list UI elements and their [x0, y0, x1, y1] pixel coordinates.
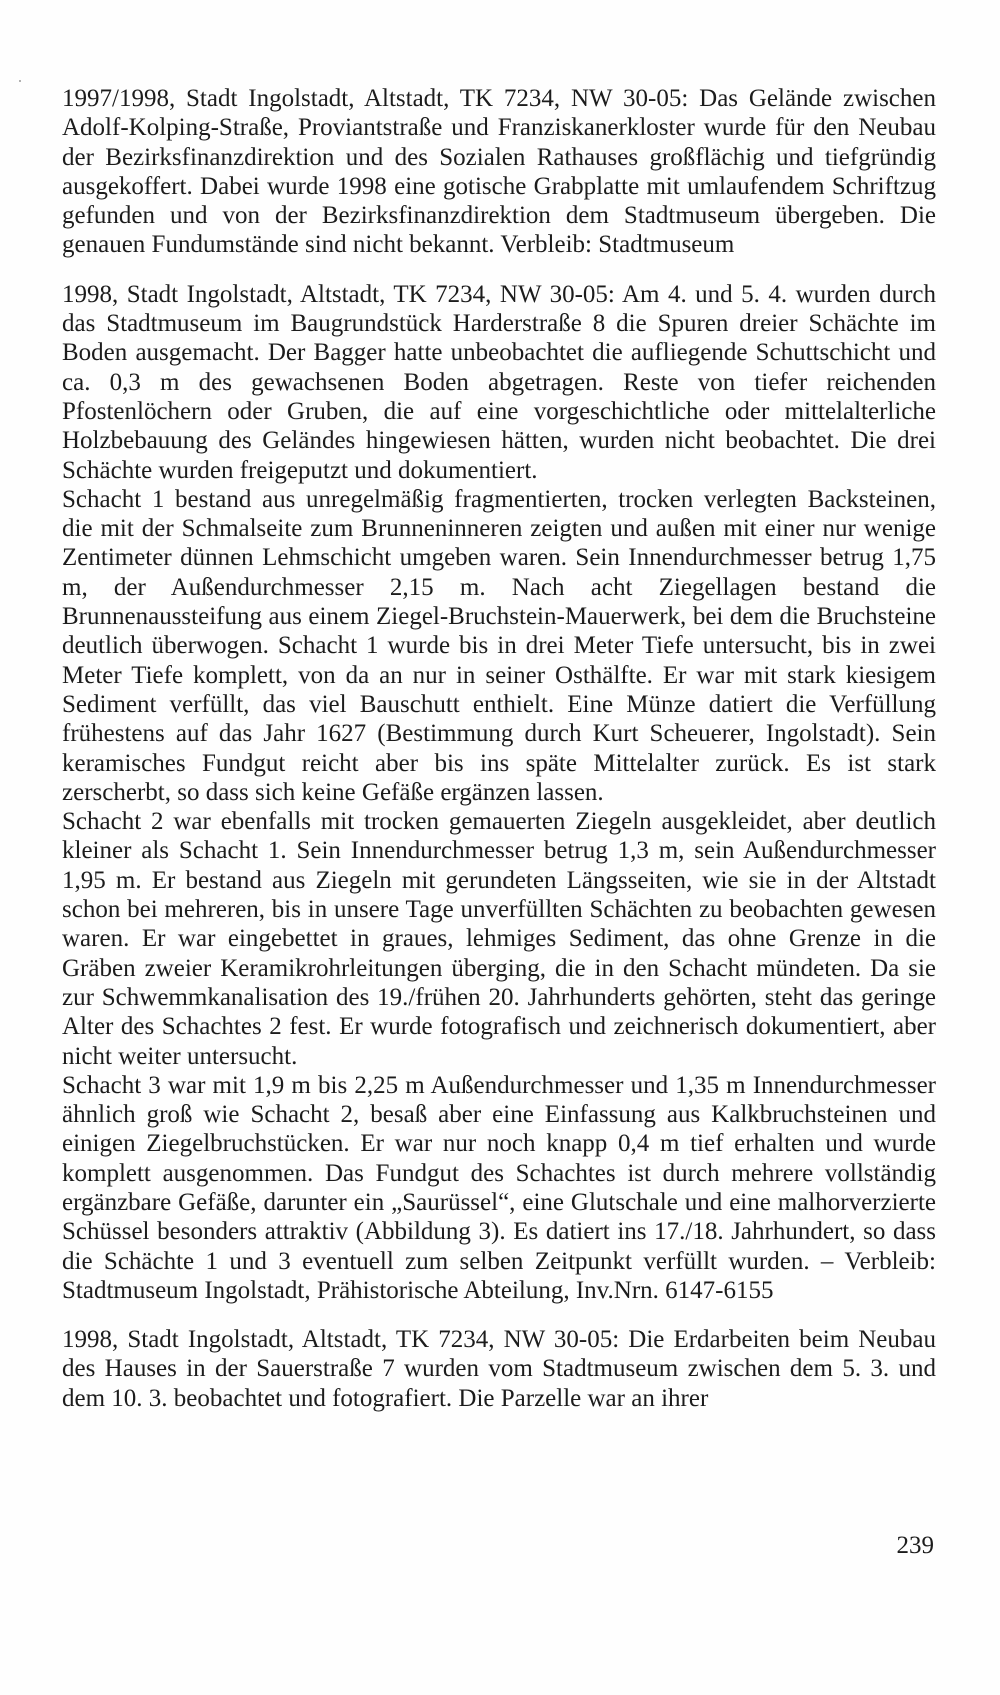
paragraph-harderstrasse: 1998, Stadt Ingolstadt, Altstadt, TK 7234, NW 30-05: Am 4. und 5. 4. wurden durch das Stadtmuseum im Baugrundstück Harderstraße 8 die Spuren dreier Schächte im Boden ausgemacht. Der Bagger hatte unbeobachtet die aufliegende Schuttschicht und ca. 0,3 m des gewachsenen Boden abgetragen. Reste von tiefer reichenden Pfostenlöchern oder Gruben, die auf eine vorgeschichtliche oder mittelalterliche Holzbebauung des Geländes hingewiesen hätten, wurden nicht beobachtet. Die drei Schächte wurden freigeputzt und dokumentiert. [62, 280, 936, 484]
paragraph-schacht-2: Schacht 2 war ebenfalls mit trocken gemauerten Ziegeln ausgekleidet, aber deutlich kleiner als Schacht 1. Sein Innendurchmesser betrug 1,3 m, sein Außendurchmesser 1,95 m. Er bestand aus Ziegeln mit gerundeten Längsseiten, wie sie in der Altstadt schon bei mehreren, bis in unsere Tage unverfüllten Schächten zu beobachten gewesen waren. Er war eingebettet in graues, lehmiges Sediment, das ohne Grenze in die Gräben zweier Keramikrohrleitungen überging, die in den Schacht mündeten. Da sie zur Schwemmkanalisation des 19./frühen 20. Jahrhunderts gehörten, steht das geringe Alter des Schachtes 2 fest. Er wurde fotografisch und zeichnerisch dokumentiert, aber nicht weiter untersucht. [62, 808, 936, 1070]
scan-speck [19, 80, 21, 82]
paragraph-schacht-1: Schacht 1 bestand aus unregelmäßig fragmentierten, trocken verlegten Backsteinen, die mit der Schmalseite zum Brunneninneren zeigten und außen mit einer nur wenige Zentimeter dünnen Lehmschicht umgeben waren. Sein Innendurchmesser betrug 1,75 m, der Außendurchmesser 2,15 m. Nach acht Ziegellagen bestand die Brunnenaussteifung aus einem Ziegel-Bruchstein-Mauerwerk, bei dem die Bruchsteine deutlich überwogen. Schacht 1 wurde bis in drei Meter Tiefe untersucht, bis in zwei Meter Tiefe komplett, von da an nur in seiner Osthälfte. Er war mit stark kiesigem Sediment verfüllt, das viel Bauschutt enthielt. Eine Münze datiert die Verfüllung frühestens auf das Jahr 1627 (Bestimmung durch Kurt Scheuerer, Ingolstadt). Sein keramisches Fundgut reicht aber bis ins späte Mittelalter zurück. Es ist stark zerscherbt, so dass sich keine Gefäße ergänzen lassen. [62, 485, 936, 806]
paragraph-schacht-3: Schacht 3 war mit 1,9 m bis 2,25 m Außendurchmesser und 1,35 m Innendurchmesser ähnlich groß wie Schacht 2, besaß aber eine Einfassung aus Kalkbruchsteinen und einigen Ziegelbruchstücken. Er war nur noch knapp 0,4 m tief erhalten und wurde komplett ausgenommen. Das Fundgut des Schachtes ist durch mehrere vollständig ergänzbare Gefäße, darunter ein „Saurüssel“, eine Glutschale und eine malhorverzierte Schüssel besonders attraktiv (Abbildung 3). Es datiert ins 17./18. Jahrhundert, so dass die Schächte 1 und 3 eventuell zum selben Zeitpunkt verfüllt wurden. – Verbleib: Stadtmuseum Ingolstadt, Prähistorische Abteilung, Inv.Nrn. 6147-6155 [62, 1071, 936, 1304]
paragraph-grabplatte: 1997/1998, Stadt Ingolstadt, Altstadt, TK 7234, NW 30-05: Das Gelände zwischen Adolf-Kolping-Straße, Proviantstraße und Franziskanerkloster wurde für den Neubau der Bezirksfinanzdirektion und des Sozialen Rathauses großflächig und tiefgründig ausgekoffert. Dabei wurde 1998 eine gotische Grabplatte mit umlaufendem Schriftzug gefunden und von der Bezirksfinanzdirektion dem Stadtmuseum übergeben. Die genauen Fundumstände sind nicht bekannt. Verbleib: Stadtmuseum [62, 85, 936, 259]
body-text [62, 84, 936, 1413]
paragraph-sauerstrasse: 1998, Stadt Ingolstadt, Altstadt, TK 7234, NW 30-05: Die Erdarbeiten beim Neubau des Hauses in der Sauerstraße 7 wurden vom Stadtmuseum zwischen dem 5. 3. und dem 10. 3. beobachtet und fotografiert. Die Parzelle war an ihrer [62, 1326, 936, 1412]
page-number: 239 [896, 1532, 934, 1559]
